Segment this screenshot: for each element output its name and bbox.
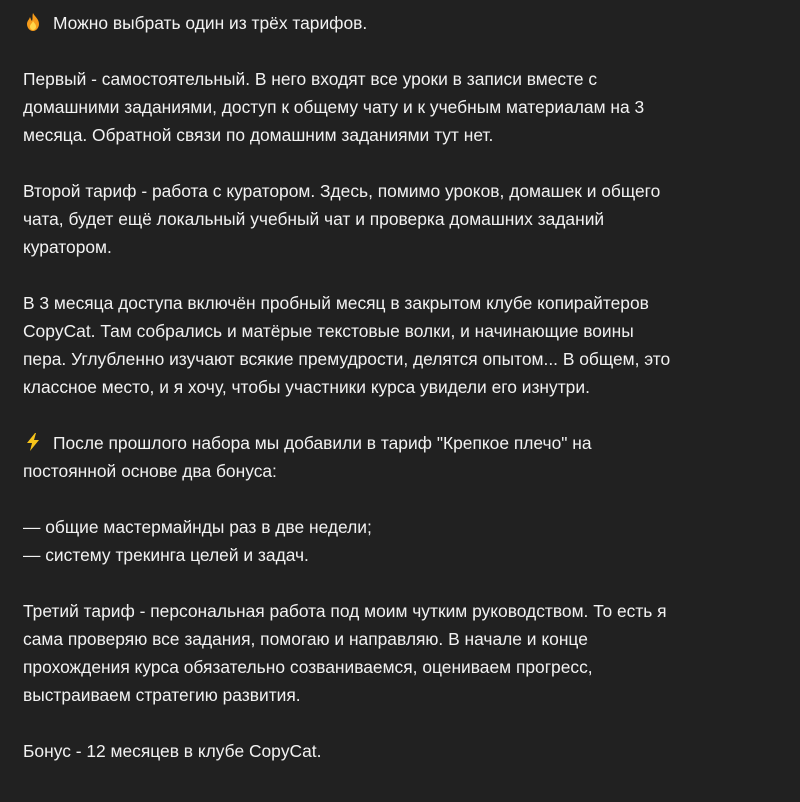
club-line-1: В 3 месяца доступа включён пробный месяц в закрытом клубе копирайтеров bbox=[23, 293, 649, 313]
tariff3-line-2: сама проверяю все задания, помогаю и направляю. В начале и конце bbox=[23, 629, 588, 649]
intro-line bbox=[23, 9, 800, 37]
lightning-icon bbox=[23, 432, 43, 452]
bonus-line-1 bbox=[23, 429, 800, 457]
bonus-item-1: — общие мастермайнды раз в две недели; bbox=[23, 517, 372, 537]
tariff3-line-4: выстраиваем стратегию развития. bbox=[23, 685, 301, 705]
final-bonus: Бонус - 12 месяцев в клубе CopyCat. bbox=[23, 741, 322, 761]
tariff3-line-3: прохождения курса обязательно созваниваемся, оцениваем прогресс, bbox=[23, 657, 593, 677]
fire-icon bbox=[23, 12, 43, 32]
tariff2-line-2: чата, будет ещё локальный учебный чат и проверка домашних заданий bbox=[23, 209, 605, 229]
club-line-2: CopyCat. Там собрались и матёрые текстовые волки, и начинающие воины bbox=[23, 321, 634, 341]
tariff1-line-1: Первый - самостоятельный. В него входят все уроки в записи вместе с bbox=[23, 69, 598, 89]
club-line-3: пера. Углубленно изучают всякие премудрости, делятся опытом... В общем, это bbox=[23, 349, 671, 369]
bonus-text: После прошлого набора мы добавили в тариф "Крепкое плечо" на bbox=[53, 433, 592, 453]
tariff2-line-3: куратором. bbox=[23, 237, 112, 257]
tariff1-line-2: домашними заданиями, доступ к общему чату и к учебным материалам на 3 bbox=[23, 97, 645, 117]
tariff3-line-1: Третий тариф - персональная работа под моим чутким руководством. То есть я bbox=[23, 601, 667, 621]
tariff1-line-3: месяца. Обратной связи по домашним заданиями тут нет. bbox=[23, 125, 494, 145]
tariff2-line-1: Второй тариф - работа с куратором. Здесь, помимо уроков, домашек и общего bbox=[23, 181, 661, 201]
club-line-4: классное место, и я хочу, чтобы участники курса увидели его изнутри. bbox=[23, 377, 590, 397]
bonus-line-2: постоянной основе два бонуса: bbox=[23, 461, 277, 481]
bonus-item-2: — систему трекинга целей и задач. bbox=[23, 545, 309, 565]
intro-text: Можно выбрать один из трёх тарифов. bbox=[53, 13, 368, 33]
